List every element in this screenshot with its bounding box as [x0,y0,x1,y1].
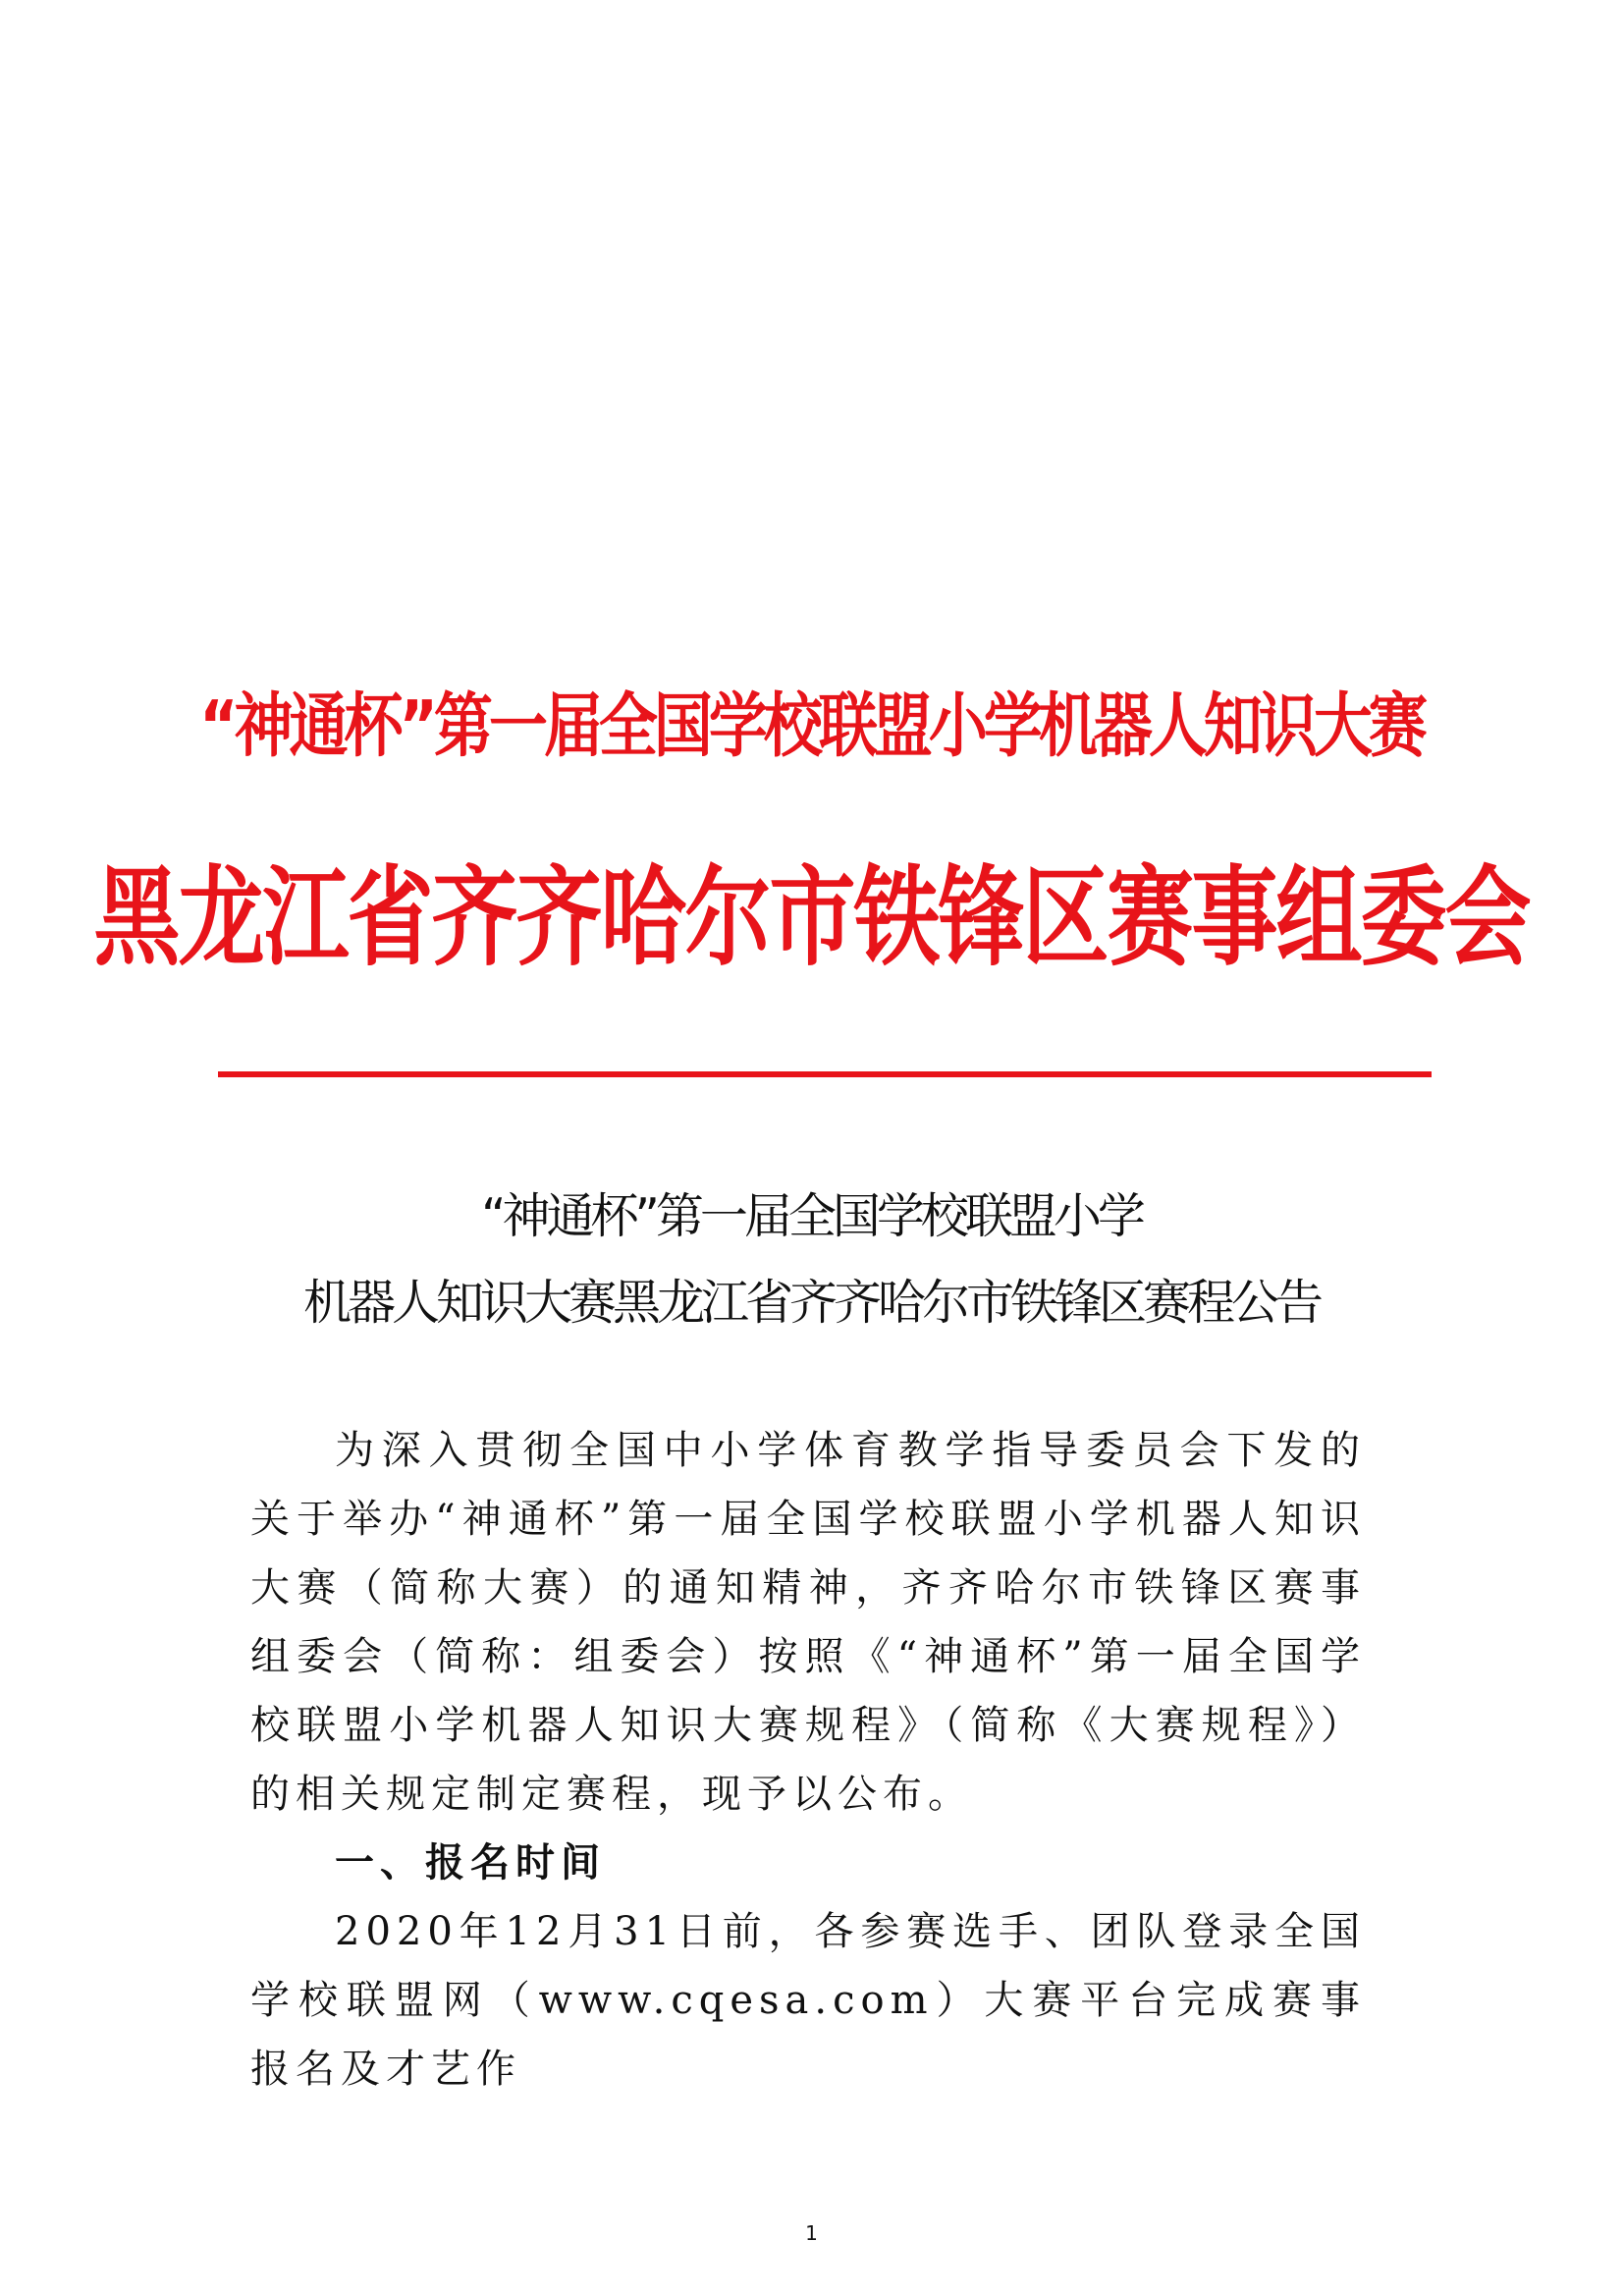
document-title-line-1: “神通杯”第一届全国学校联盟小学 [481,1188,1142,1244]
section-1-paragraph: 2020年12月31日前，各参赛选手、团队登录全国学校联盟网（www.cqesa.com）大赛平台完成赛事报名及才艺作 [250,1909,1366,2092]
page-number: 1 [805,2221,818,2245]
section-1-heading: 一、报名时间 [335,1839,606,1886]
red-divider-rule [218,1071,1432,1077]
document-title-line-2: 机器人知识大赛黑龙江省齐齐哈尔市铁锋区赛程公告 [302,1275,1320,1331]
intro-paragraph: 为深入贯彻全国中小学体育教学指导委员会下发的关于举办“神通杯”第一届全国学校联盟小学机器人知识大赛（简称大赛）的通知精神，齐齐哈尔市铁锋区赛事组委会（简称：组委会）按照《“神通杯”第一届全国学校联盟小学机器人知识大赛规程》（简称《大赛规程》）的相关规定制定赛程，现予以公布。 [250,1428,1366,1817]
document-body [250,1416,1366,2104]
header-committee-line: 黑龙江省齐齐哈尔市铁锋区赛事组委会 [93,854,1530,981]
header-organizer-line: “神通杯”第一届全国学校联盟小学机器人知识大赛 [199,685,1424,768]
document-title [0,1174,1623,1346]
